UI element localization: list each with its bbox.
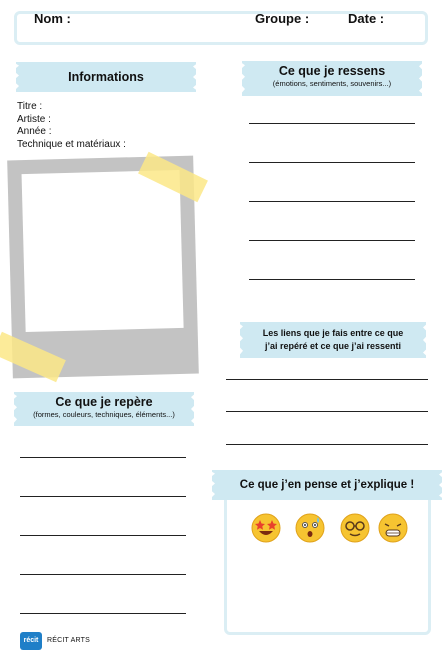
liens-line[interactable]: [226, 379, 428, 380]
date-label: Date :: [348, 11, 385, 26]
liens-line[interactable]: [226, 411, 428, 412]
grimacing-emoji-icon[interactable]: [378, 513, 408, 543]
recit-logo: récit: [20, 632, 42, 650]
annee-field: Année :: [17, 126, 52, 137]
repere-line[interactable]: [20, 457, 186, 458]
informations-title: Informations: [16, 62, 196, 92]
nom-label: Nom :: [34, 11, 71, 26]
technique-field: Technique et matériaux :: [17, 138, 126, 150]
ressens-line[interactable]: [249, 162, 415, 163]
repere-line[interactable]: [20, 574, 186, 575]
repere-subtitle: (formes, couleurs, techniques, éléments...): [33, 410, 175, 419]
ressens-subtitle: (émotions, sentiments, souvenirs...): [272, 79, 392, 88]
footer-label: RÉCIT ARTS: [47, 637, 90, 644]
ressens-line[interactable]: [249, 123, 415, 124]
ressens-title: Ce que je ressens (émotions, sentiments, souvenirs...): [242, 61, 422, 96]
repere-line[interactable]: [20, 535, 186, 536]
ressens-line[interactable]: [249, 240, 415, 241]
titre-field: Titre :: [17, 101, 43, 112]
nerd-emoji-icon[interactable]: [340, 513, 370, 543]
ressens-line[interactable]: [249, 201, 415, 202]
groupe-label: Groupe :: [255, 11, 310, 26]
artiste-field: Artiste :: [17, 113, 51, 125]
repere-line[interactable]: [20, 613, 186, 614]
explique-title: Ce que j’en pense et j’explique !: [212, 470, 442, 500]
liens-title: Les liens que je fais entre ce que j’ai repéré et ce que j’ai ressenti: [240, 322, 426, 358]
liens-line[interactable]: [226, 444, 428, 445]
repere-title: Ce que je repère (formes, couleurs, techniques, éléments...): [14, 392, 194, 426]
surprised-emoji-icon[interactable]: [295, 513, 325, 543]
explique-box[interactable]: [224, 487, 431, 635]
star-struck-emoji-icon[interactable]: [251, 513, 281, 543]
repere-line[interactable]: [20, 496, 186, 497]
info-fields: [17, 101, 126, 151]
ressens-line[interactable]: [249, 279, 415, 280]
